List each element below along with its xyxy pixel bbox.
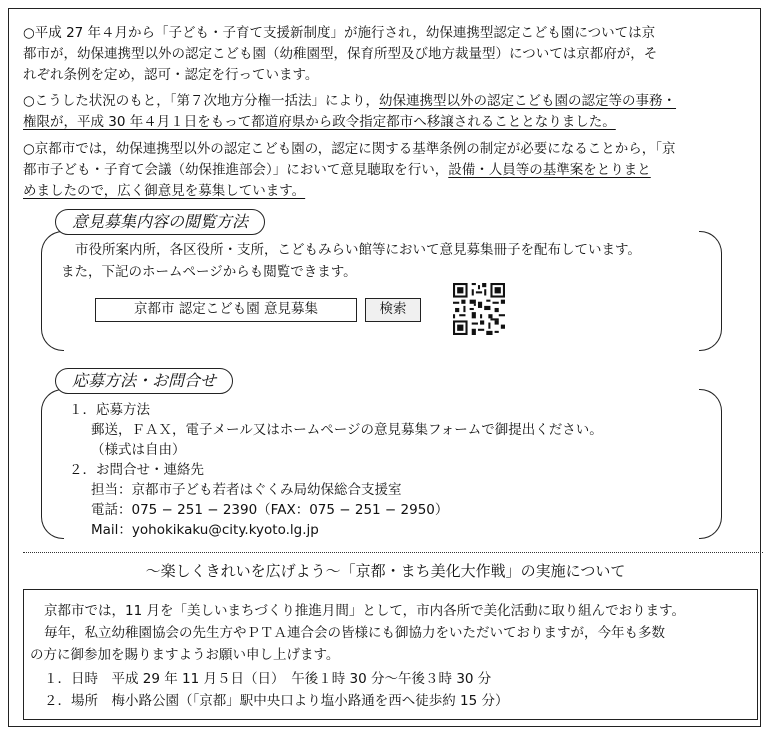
text-line [23, 112, 763, 133]
text-line: れぞれ条例を定め，認可・認定を行っています。 [23, 67, 319, 83]
beautify-line-2: 毎年，私立幼稚園協会の先生方やＰＴＡ連合会の皆様にも御協力をいただいておりますが，今年も多数 [44, 625, 665, 641]
apply-item-2-title: ２．お問合せ・連絡先 [69, 462, 204, 478]
contact-phone: 電話：075 − 251 − 2390（FAX：075 − 251 − 2950） [91, 502, 449, 518]
notice-frame [8, 8, 761, 727]
viewing-line-1: 市役所案内所，各区役所・支所，こどもみらい館等において意見募集冊子を配布しています。 [75, 242, 641, 258]
beautify-line-3: の方に御参加を賜りますようお願い申し上げます。 [30, 647, 340, 663]
search-input[interactable]: 京都市 認定こども園 意見募集 [95, 298, 357, 322]
underlined-text: めましたので，広く御意見を募集しています。 [23, 183, 306, 199]
apply-item-1-line-2: （様式は自由） [91, 442, 186, 458]
beautify-box [23, 589, 758, 720]
apply-bracket-left [41, 389, 64, 539]
intro-paragraph-3 [23, 139, 763, 202]
apply-item-1-title: １．応募方法 [69, 402, 150, 418]
apply-item-1-line-1: 郵送，ＦＡＸ，電子メール又はホームページの意見募集フォームで御提出ください。 [91, 422, 603, 438]
text-span: 都市子ども・子育て会議（幼保推進部会）」において意見聴取を行い， [23, 162, 449, 178]
section-divider [23, 552, 763, 553]
text-line: 都市が，幼保連携型以外の認定こども園（幼稚園型，保育所型及び地方裁量型）については京都府が，そ [23, 46, 658, 62]
beautify-heading: 〜楽しくきれいを広げよう〜「京都・まち美化大作戦」の実施について [145, 562, 626, 580]
intro-paragraph-2 [23, 91, 763, 133]
text-line [23, 181, 763, 202]
contact-email[interactable]: Mail：yohokikaku@city.kyoto.lg.jp [91, 522, 319, 538]
search-button[interactable]: 検索 [365, 298, 421, 322]
text-span: ○こうした状況のもと，「第７次地方分権一括法」により， [23, 93, 380, 109]
underlined-text: 権限が，平成 30 年４月１日をもって都道府県から政令指定都市へ移譲されることとなりました。 [23, 114, 616, 130]
beautify-line-1: 京都市では，11 月を「美しいまちづくり推進月間」として，市内各所で美化活動に取り組んでおります。 [44, 603, 685, 619]
underlined-text: 設備・人員等の基準案をとりまと [448, 162, 651, 178]
text-line [23, 160, 763, 181]
intro-paragraph-1 [23, 23, 763, 86]
text-line: ○平成 27 年４月から「子ども・子育て支援新制度」が施行され，幼保連携型認定こども園については京 [23, 25, 656, 41]
underlined-text: 幼保連携型以外の認定こども園の認定等の事務・ [379, 93, 677, 109]
viewing-section-title: 意見募集内容の閲覧方法 [55, 209, 265, 235]
beautify-date: １．日時 平成 29 年 11 月５日（日） 午後１時 30 分〜午後３時 30 分 [44, 671, 492, 687]
apply-bracket-right [699, 389, 722, 539]
viewing-bracket-left [41, 231, 64, 351]
viewing-bracket-right [699, 231, 722, 351]
contact-department: 担当：京都市子ども若者はぐくみ局幼保総合支援室 [91, 482, 402, 498]
qr-code-icon[interactable] [453, 283, 505, 335]
beautify-place: ２．場所 梅小路公園（「京都」駅中央口より塩小路通を西へ徒歩約 15 分） [44, 693, 509, 709]
text-line: ○京都市では，幼保連携型以外の認定こども園の，認定に関する基準条例の制定が必要になることから，「京 [23, 141, 676, 157]
viewing-line-2: また，下記のホームページからも閲覧できます。 [61, 264, 357, 280]
apply-section-title: 応募方法・お問合せ [55, 368, 233, 394]
text-line [23, 91, 763, 112]
